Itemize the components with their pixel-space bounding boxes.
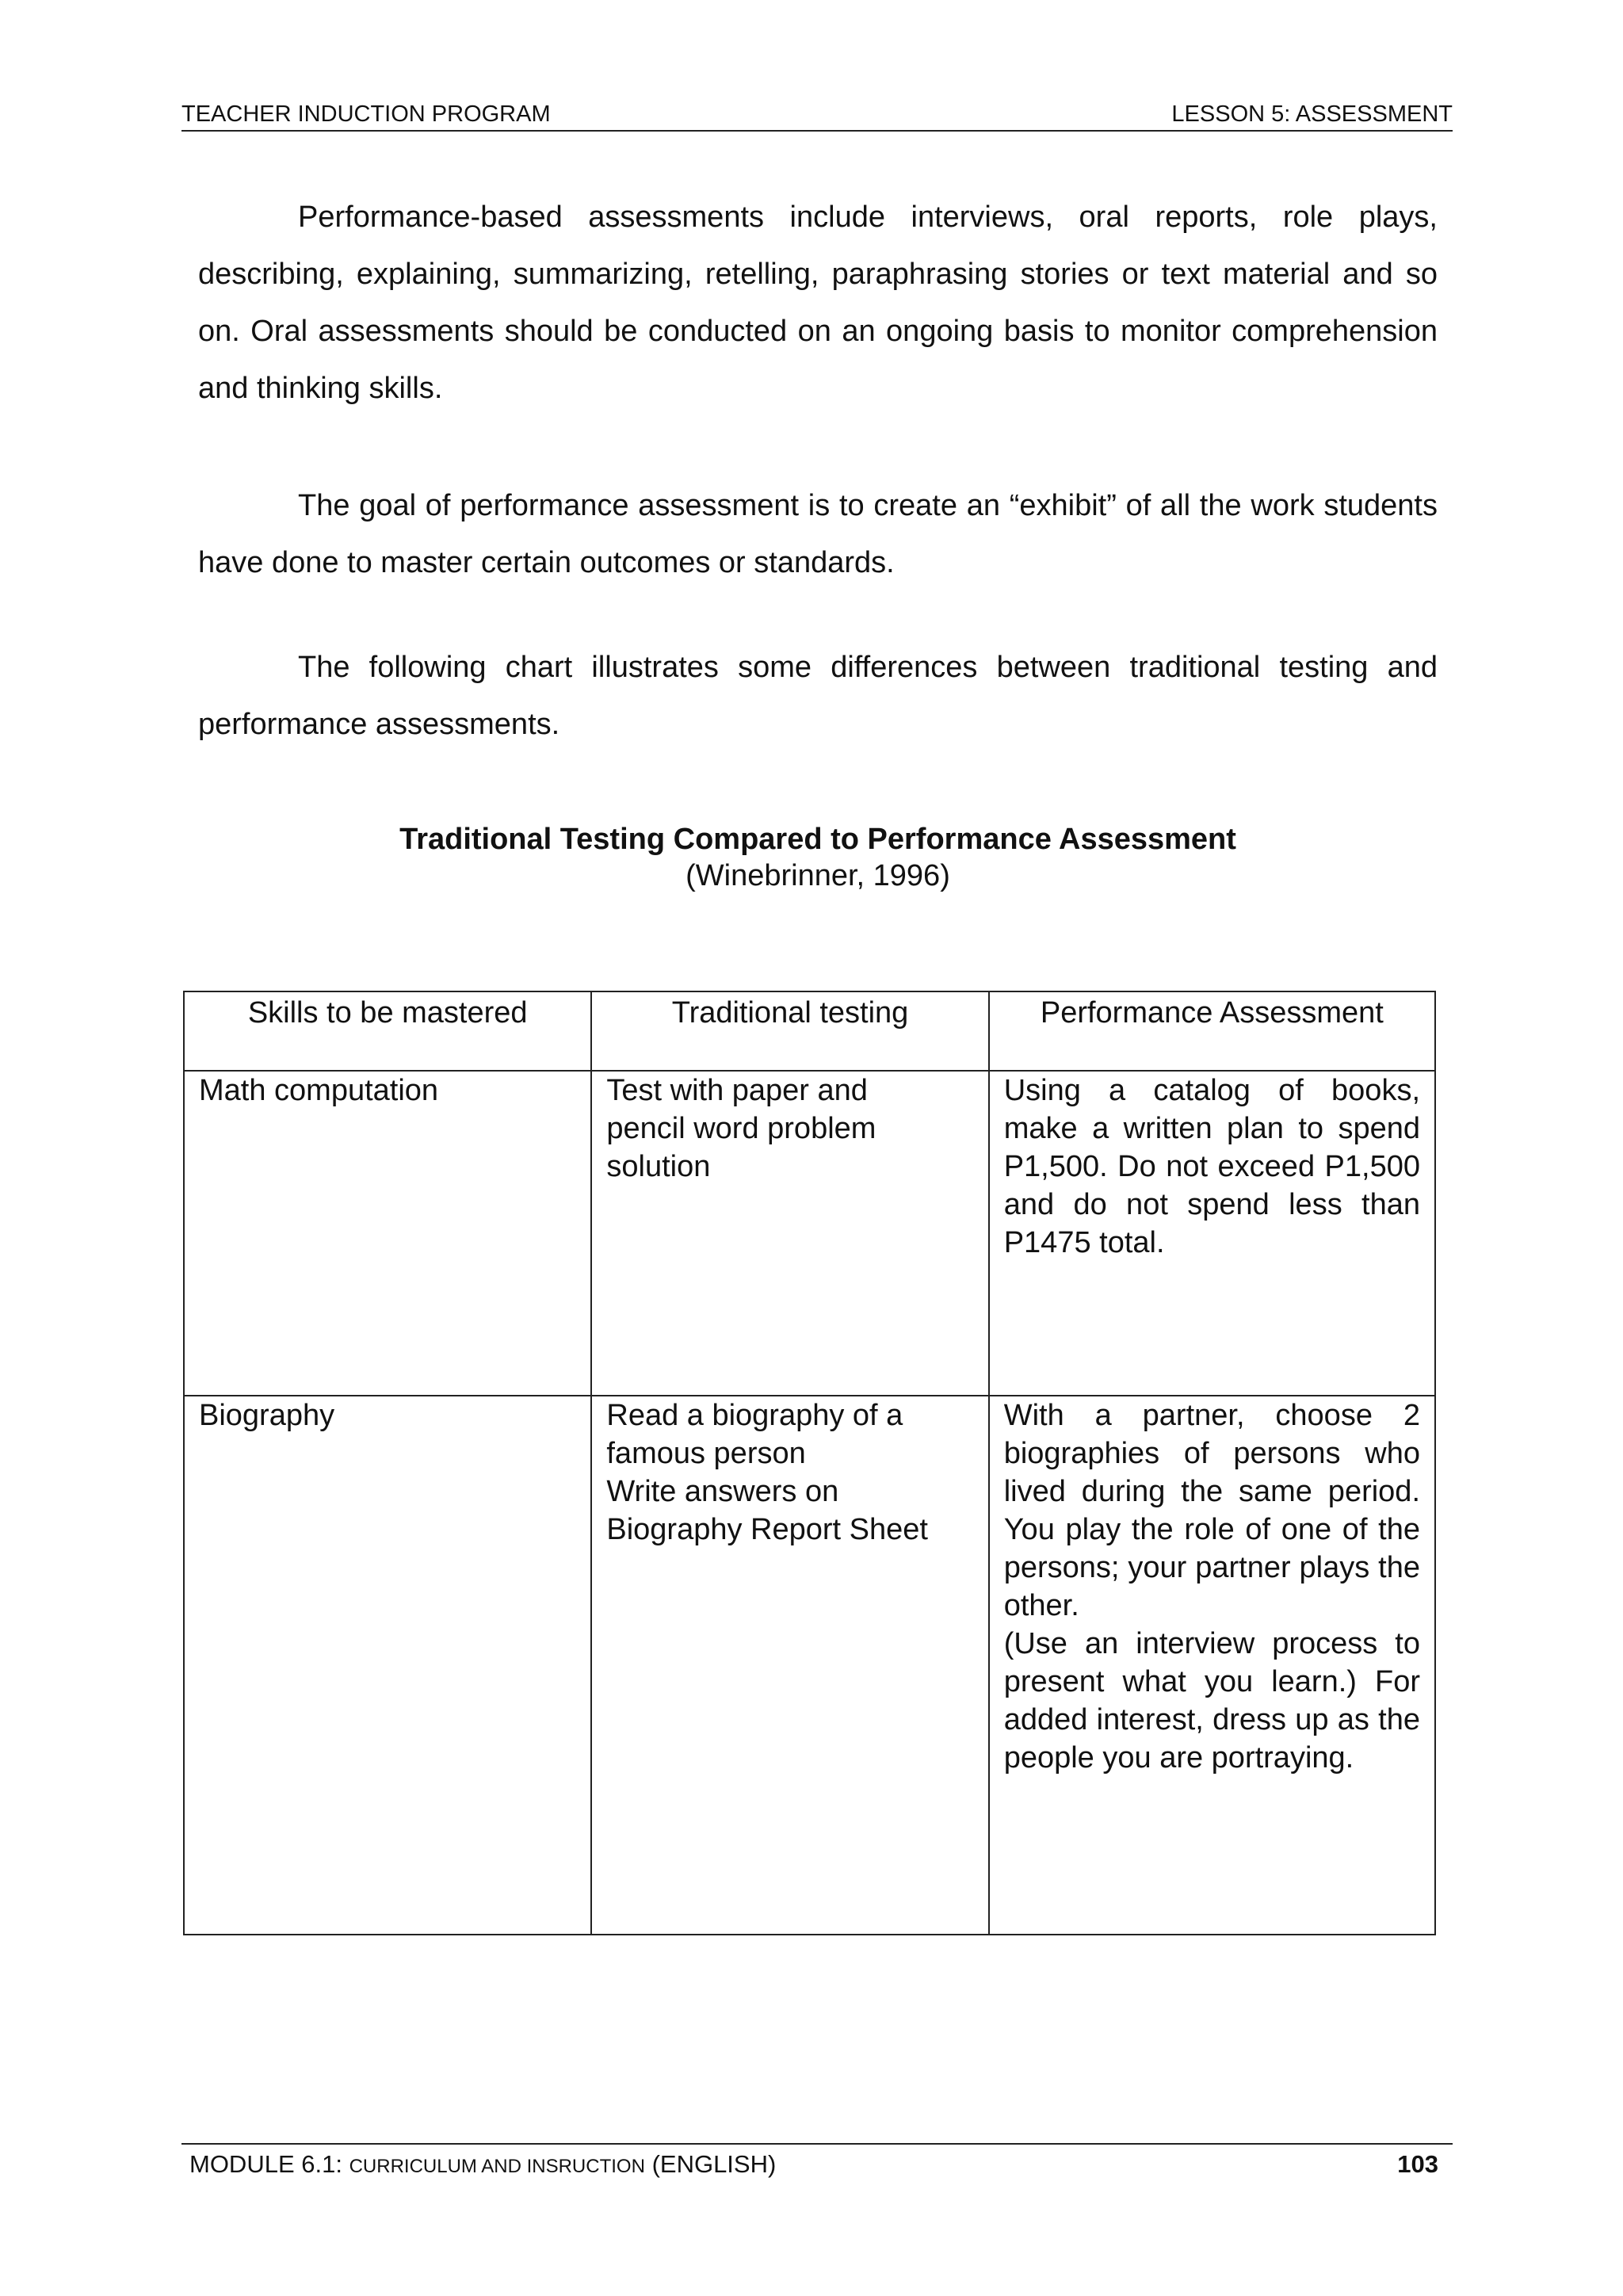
paragraph-goal: The goal of performance assessment is to create an “exhibit” of all the work students have done to master certain outcomes or standards. <box>198 489 1438 579</box>
column-header-skills: Skills to be mastered <box>184 991 591 1071</box>
footer-subject: CURRICULUM AND INSRUCTION <box>349 2156 645 2177</box>
cell-line: solution <box>606 1150 711 1183</box>
comparison-table <box>183 991 1436 1935</box>
header-lesson-title: LESSON 5: ASSESSMENT <box>1171 101 1453 127</box>
cell-performance <box>989 1396 1435 1935</box>
page-number: 103 <box>1397 2150 1438 2178</box>
cell-traditional <box>591 1071 988 1396</box>
table-header-row <box>184 991 1435 1071</box>
cell-line: Biography Report Sheet <box>606 1513 928 1546</box>
cell-line: Test with paper and <box>606 1074 868 1107</box>
cell-performance <box>989 1071 1435 1396</box>
cell-traditional <box>591 1396 988 1935</box>
column-header-traditional: Traditional testing <box>591 991 988 1071</box>
cell-line: With a partner, choose 2 biographies of persons who lived during the same period. You play the role of one of the persons; your partner plays the other. <box>1003 1399 1420 1622</box>
table-row <box>184 1071 1435 1396</box>
footer-module <box>189 2146 776 2185</box>
table-title-citation: (Winebrinner, 1996) <box>685 859 950 892</box>
cell-line: Read a biography of a <box>606 1399 903 1432</box>
cell-line: famous person <box>606 1437 806 1470</box>
paragraph-performance-based: Performance-based assessments include interviews, oral reports, role plays, describing, explaining, summarizing, retelling, paraphrasing stories or text material and so on. Oral assessments should be conducted on an ongoing basis to monitor comprehension and thinking skills. <box>198 201 1438 405</box>
footer-module-label: MODULE 6.1: <box>189 2150 342 2178</box>
page-header <box>181 98 1453 132</box>
paragraph-chart-intro: The following chart illustrates some differences between traditional testing and performance assessments. <box>198 651 1438 741</box>
table-title <box>198 821 1438 894</box>
page-footer <box>181 2143 1453 2181</box>
table-row <box>184 1396 1435 1935</box>
cell-skill: Math computation <box>184 1071 591 1396</box>
cell-skill: Biography <box>184 1396 591 1935</box>
column-header-performance: Performance Assessment <box>989 991 1435 1071</box>
header-program-title: TEACHER INDUCTION PROGRAM <box>181 101 551 127</box>
footer-language: (ENGLISH) <box>651 2150 777 2178</box>
cell-line: pencil word problem <box>606 1112 876 1145</box>
cell-line: (Use an interview process to present what you learn.) For added interest, dress up as the people you are portraying. <box>1003 1627 1420 1775</box>
table-title-main: Traditional Testing Compared to Performance Assessment <box>399 823 1236 856</box>
cell-line: Using a catalog of books, make a written plan to spend P1,500. Do not exceed P1,500 and do not spend less than P1475 total. <box>1003 1074 1420 1259</box>
cell-line: Write answers on <box>606 1475 839 1508</box>
